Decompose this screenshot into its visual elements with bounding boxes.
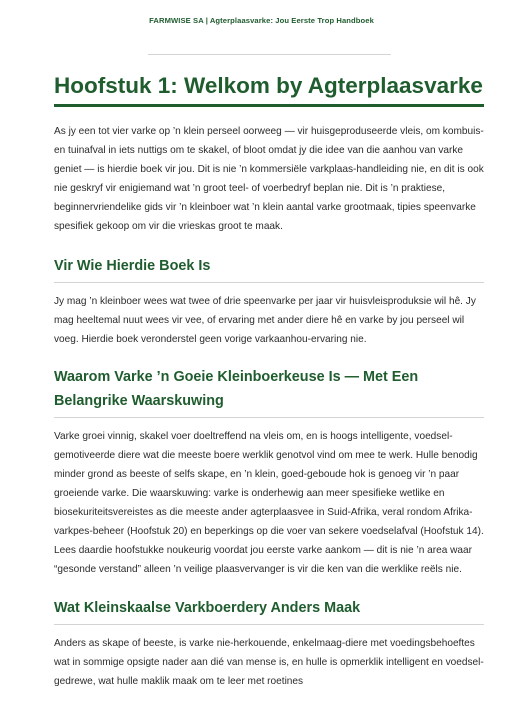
section-paragraph-small-scale: Anders as skape of beeste, is varke nie-herkouende, enkelmaag-diere met voedingsbehoeftes wat in sommige opsigte nader aan dié van mense is, en hulle is opmerklik intelligent en voedsel-gedrewe, wat hulle maklik maak om te leer met roetines [54,638,484,687]
section-heading-why-pigs: Waarom Varke ’n Goeie Kleinboerkeuse Is — Met Een Belangrike Waarskuwing [54,365,484,418]
intro-paragraph: As jy een tot vier varke op ’n klein perseel oorweeg — vir huisgeproduseerde vleis, om kombuis- en tuinafval in iets nuttigs om te skakel, of bloot omdat jy die idee van die aanhou van varke geniet — is hierdie boek vir jou. Dit is nie ’n kommersiële varkplaas-handleiding nie, en dit is ook nie geskryf vir enigiemand wat ’n groot teel- of voerbedryf beplan nie. Dit is ’n praktiese, beginnervriendelike gids vir ’n kleinboer wat ’n klein aantal varke grootmaak, tipies speenvarke spesifiek gekoop om vir die vrieskas groot te maak. [54,126,484,232]
chapter-title: Hoofstuk 1: Welkom by Agterplaasvarke [54,72,484,107]
section-heading-small-scale: Wat Kleinskaalse Varkboerdery Anders Maak [54,596,484,625]
section-heading-audience: Vir Wie Hierdie Boek Is [54,254,484,283]
section-paragraph-why-pigs: Varke groei vinnig, skakel voer doeltreffend na vleis om, en is hoogs intelligente, voedsel-gemotiveerde diere wat die meeste boere werklik genotvol vind om mee te werk. Hulle benodig minder grond as beeste of selfs skape, en ’n klein, goed-geboude hok is genoeg vir ’n paar groeiende varke. Die waarskuwing: varke is onderhewig aan meer spesifieke wetlike en biosekuriteitsvereistes as die meeste ander agterplaasvee in Suid-Afrika, veral rondom Afrika-varkpes-beheer (Hoofstuk 20) en beperkings op die voer van sekere voedselafval (Hoofstuk 14). Lees daardie hoofstukke noukeurig voordat jou eerste varke aankom — dit is nie ’n area waar “gesonde verstand” alleen ’n veilige plaasvervanger is vir die ken van die werklike reëls nie. [54,431,484,575]
section-paragraph-audience: Jy mag ’n kleinboer wees wat twee of drie speenvarke per jaar vir huisvleisproduksie wil hê. Jy mag heeltemal nuut wees vir vee, of ervaring met ander diere hê en varke by jou perseel wil voeg. Hierdie boek veronderstel geen vorige varkaanhou-ervaring nie. [54,296,476,345]
header-divider [148,54,391,55]
running-header: FARMWISE SA | Agterplaasvarke: Jou Eerste Trop Handboek [149,16,374,25]
page-content [54,72,484,691]
